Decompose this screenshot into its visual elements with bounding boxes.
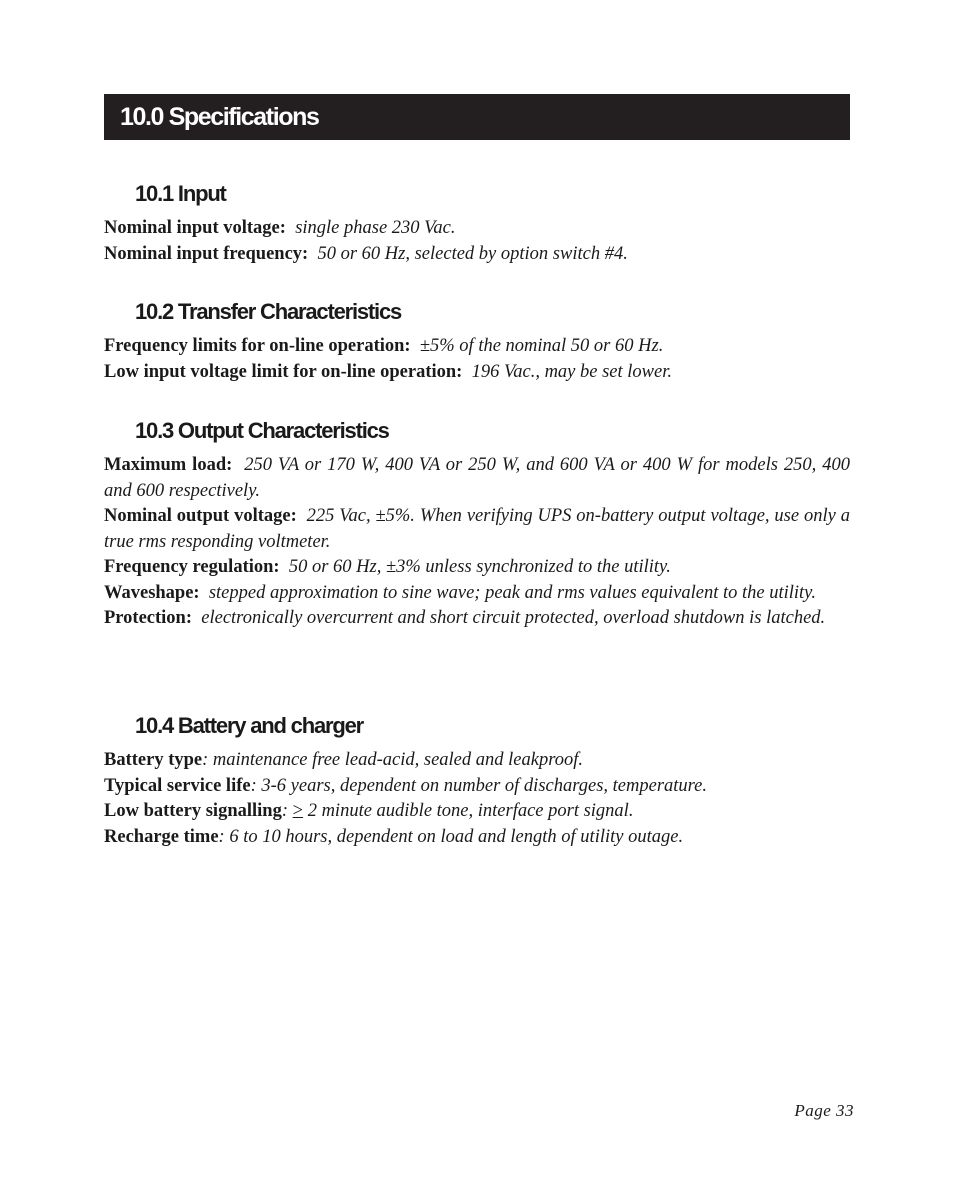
spec-label: Typical service life bbox=[104, 775, 251, 796]
section-title: 10.0 Specifications bbox=[120, 103, 319, 131]
spec-colon: : bbox=[218, 826, 225, 847]
section-input bbox=[104, 178, 850, 267]
section-heading: 10.1 Input bbox=[135, 181, 226, 206]
spec-row bbox=[104, 606, 850, 632]
section-battery-and-charger bbox=[104, 710, 850, 850]
spec-value: 250 VA or 170 W, 400 VA or 250 W, and 600 VA or 400 W for models 250, 400 and 600 respectively. bbox=[104, 455, 850, 501]
spec-value: electronically overcurrent and short circuit protected, overload shutdown is latched. bbox=[201, 608, 826, 628]
spec-row bbox=[104, 748, 850, 774]
spec-label: Frequency limits for on-line operation: bbox=[104, 336, 411, 356]
spec-value: 6 to 10 hours, dependent on load and length of utility outage. bbox=[224, 826, 684, 847]
spec-label: Protection: bbox=[104, 608, 193, 628]
section-heading: 10.3 Output Characteristics bbox=[135, 418, 389, 443]
spec-row bbox=[104, 774, 850, 800]
spec-row bbox=[104, 504, 850, 555]
section-transfer-characteristics bbox=[104, 296, 850, 385]
spec-value: stepped approximation to sine wave; peak and rms values equivalent to the utility. bbox=[208, 582, 816, 603]
spec-value: 2 minute audible tone, interface port signal. bbox=[303, 801, 634, 821]
spec-colon: : bbox=[202, 750, 209, 770]
section-output-characteristics bbox=[104, 415, 850, 632]
spec-value: maintenance free lead-acid, sealed and leakproof. bbox=[208, 750, 583, 770]
spec-value: ±5% of the nominal 50 or 60 Hz. bbox=[419, 336, 664, 356]
spec-value: 225 Vac, ±5%. When verifying UPS on-battery output voltage, use only a true rms responding voltmeter. bbox=[104, 506, 851, 552]
spec-value: 196 Vac., may be set lower. bbox=[471, 361, 672, 382]
spec-colon: : bbox=[281, 801, 288, 821]
spec-value: single phase 230 Vac. bbox=[295, 218, 456, 238]
spec-row bbox=[104, 360, 850, 386]
spec-row bbox=[104, 581, 850, 607]
spec-value: 50 or 60 Hz, selected by option switch #4. bbox=[317, 243, 628, 264]
greater-equal-symbol: > bbox=[292, 801, 304, 821]
spec-row bbox=[104, 799, 850, 825]
spec-row bbox=[104, 216, 850, 242]
spec-label: Maximum load: bbox=[104, 455, 233, 475]
spec-label: Frequency regulation: bbox=[104, 557, 280, 577]
spec-label: Waveshape: bbox=[104, 582, 200, 603]
spec-label: Nominal input voltage: bbox=[104, 218, 286, 238]
spec-row bbox=[104, 555, 850, 581]
section-heading: 10.2 Transfer Characteristics bbox=[135, 299, 402, 324]
spec-row bbox=[104, 242, 850, 268]
spec-label: Nominal output voltage: bbox=[104, 506, 297, 526]
spec-label: Low input voltage limit for on-line operation: bbox=[104, 361, 463, 382]
page-number: Page 33 bbox=[794, 1101, 854, 1120]
section-heading: 10.4 Battery and charger bbox=[135, 713, 363, 738]
spec-label: Battery type bbox=[104, 750, 203, 770]
spec-colon: : bbox=[250, 775, 257, 796]
spec-label: Low battery signalling bbox=[104, 801, 282, 821]
spec-value: 3-6 years, dependent on number of discharges, temperature. bbox=[256, 775, 708, 796]
spec-row bbox=[104, 825, 850, 851]
spec-value: 50 or 60 Hz, ±3% unless synchronized to the utility. bbox=[288, 557, 671, 577]
section-title-banner bbox=[104, 94, 850, 140]
spec-label: Nominal input frequency: bbox=[104, 243, 309, 264]
spec-row bbox=[104, 453, 850, 504]
spec-label: Recharge time bbox=[104, 826, 219, 847]
spec-row bbox=[104, 334, 850, 360]
